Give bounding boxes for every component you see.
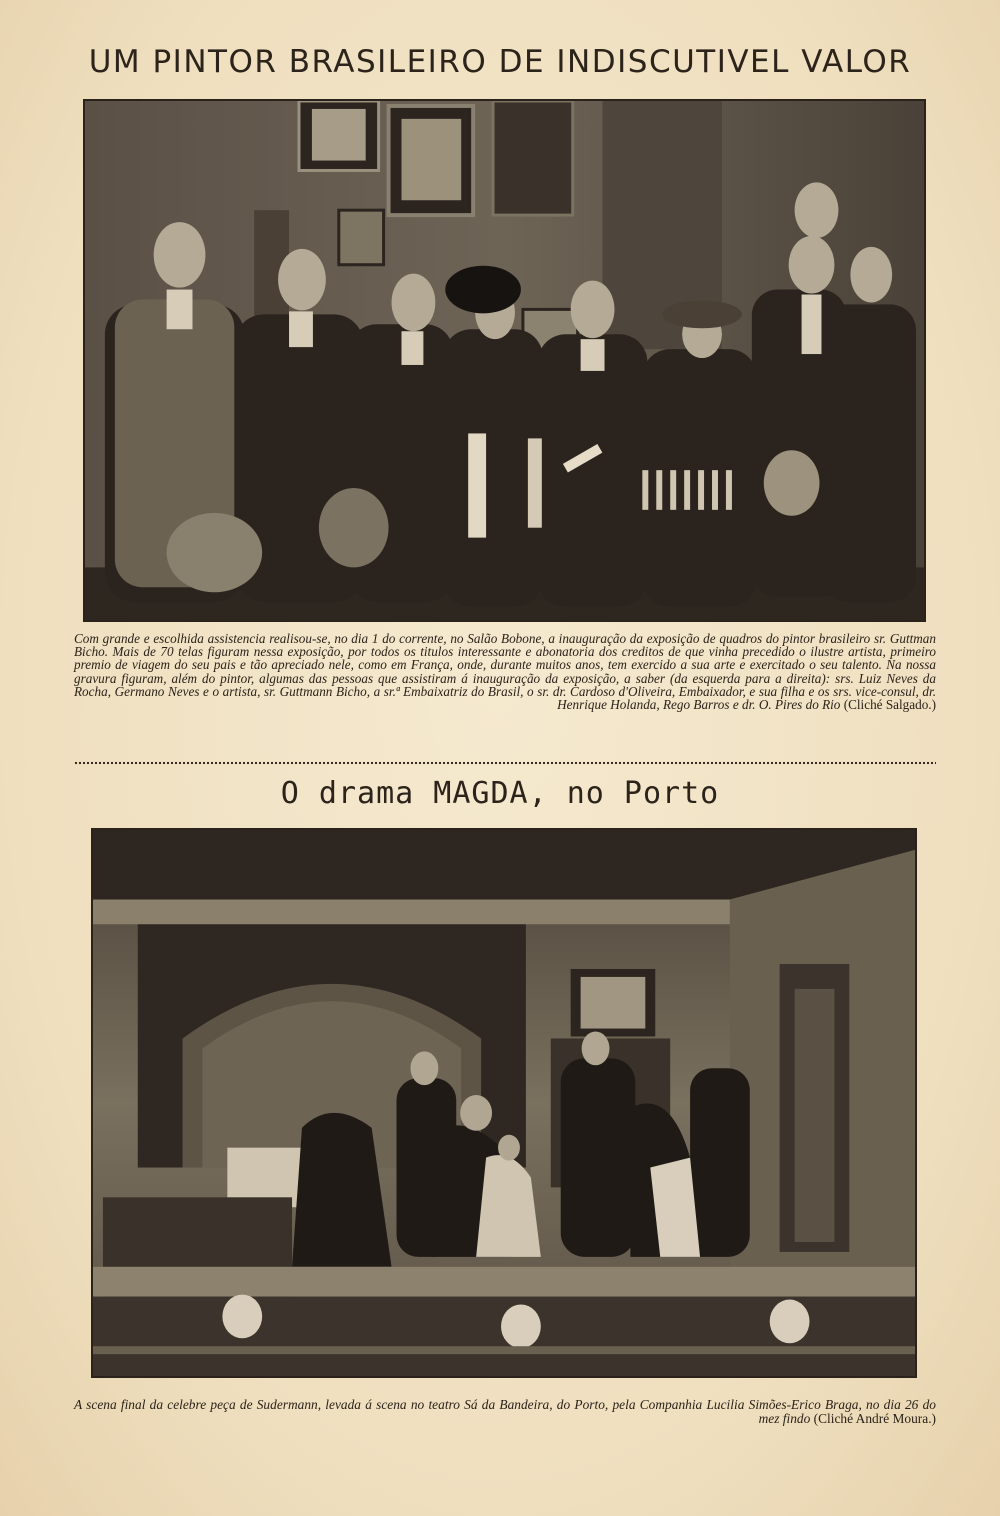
group-photo-image [85,101,924,620]
group-photo-credit: (Cliché Salgado.) [843,697,936,713]
page-title: UM PINTOR BRASILEIRO DE INDISCUTIVEL VALOR [88,44,912,80]
group-photo-caption-text: Com grande e escolhida assistencia realisou-se, no dia 1 do corrente, no Salão Bobone, a inauguração da exposição de quadros do pintor brasileiro sr. Guttman Bicho. Mais de 70 telas figuram nessa exposição, por todos os titulos interessante e abonatoria dos creditos de que vinha precedido o ilustre artista, primeiro premio de viagem do seu pais e tão apreciado nele, como em França, onde, durante muitos anos, tem exercido a sua arte e exercitado o seu talento. Na nossa gravura figuram, além do pintor, algumas das pessoas que assistiram á inauguração da exposição, a saber (da esquerda para a direita): srs. Luiz Neves da Rocha, Germano Neves e o artista, sr. Guttmann Bicho, a sr.ª Embaixatriz do Brasil, o sr. dr. Cardoso d'Oliveira, Embaixador, e sua filha e os srs. vice-consul, dr. Henrique Holanda, Rego Barros e dr. O. Pires do Rio [74,631,936,713]
theatre-scene-image [93,830,915,1376]
group-photo-caption [74,632,936,711]
group-photo [83,99,926,622]
theatre-scene-caption [74,1398,936,1426]
theatre-scene-photo [91,828,917,1378]
section-title: O drama MAGDA, no Porto [280,776,720,811]
dotted-divider [74,761,936,765]
theatre-scene-credit: (Cliché André Moura.) [813,1411,936,1426]
theatre-scene-caption-text: A scena final da celebre peça de Sudermann, levada á scena no teatro Sá da Bandeira, do Porto, pela Companhia Lucilia Simões-Erico Braga, no dia 26 do mez findo [74,1397,936,1426]
